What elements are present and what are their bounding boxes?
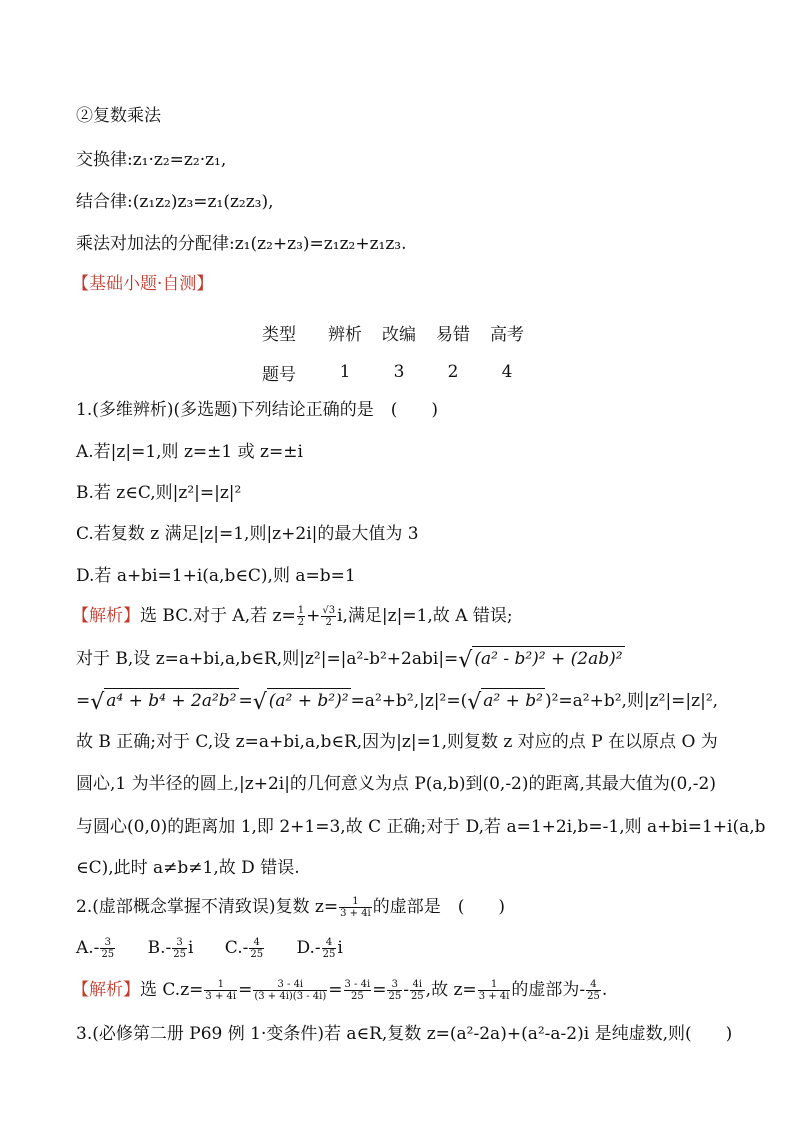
type-cell: 高考	[490, 324, 524, 345]
type-cell: 易错	[436, 324, 470, 345]
q2-option-a: A.- $\frac{3}{25}$	[76, 937, 115, 960]
fraction: $\frac{1}{2}$	[297, 605, 305, 628]
q1-solution-line-4: 故 B 正确;对于 C,设 z=a+bi,a,b∈R,因为|z|=1,则复数 z 对应的点 P 在以原点 O 为	[76, 732, 718, 752]
fraction: $\frac{√3}{2}$	[322, 605, 336, 628]
q2-option-c: C.- $\frac{4}{25}$	[224, 937, 264, 960]
analysis-tag: 【解析】	[72, 980, 140, 1000]
q1-option-c: C.若复数 z 满足|z|=1,则|z+2i|的最大值为 3	[76, 524, 419, 544]
type-cell: 辨析	[328, 324, 362, 345]
number-row-header: 题号	[262, 364, 296, 385]
q1-stem: 1.(多维辨析)(多选题)下列结论正确的是 ( )	[76, 400, 439, 420]
number-row	[262, 352, 534, 392]
basic-test-heading: 【基础小题·自测】	[72, 274, 214, 294]
number-cell: 4	[501, 362, 513, 382]
q3-stem: 3.(必修第二册 P69 例 1·变条件)若 a∈R,复数 z=(a²-2a)+(a²-a-2)i 是纯虚数,则( )	[76, 1024, 733, 1044]
number-cell: 2	[447, 362, 459, 382]
q1-solution-line-6: 与圆心(0,0)的距离加 1,即 2+1=3,故 C 正确;对于 D,若 a=1+2i,b=-1,则 a+bi=1+i(a,b	[76, 817, 766, 837]
number-cell: 1	[339, 362, 351, 382]
q1-option-a: A.若|z|=1,则 z=±1 或 z=±i	[76, 442, 303, 462]
q2-stem: 2.(虚部概念掌握不清致误)复数 z= $\frac{1}{3 + 4i}$ 的虚部是 ( )	[76, 896, 506, 919]
q1-option-d: D.若 a+bi=1+i(a,b∈C),则 a=b=1	[76, 566, 356, 586]
type-row	[262, 312, 534, 352]
associative-rule: 结合律:(z₁z₂)z₃=z₁(z₂z₃),	[76, 192, 274, 212]
q2-solution: 【解析】选 C.z= $\frac{1}{3 + 4i}$ = $\frac{3 - 4i}{(3 + 4i)(3 - 4i)}$ = $\frac{3 - 4i}{25}$ = $\frac{3}{25}$ - $\frac{4i}{25}$ ,故 z= $\frac{1}{3 + 4i}$ 的虚部为- $\frac{4}{25}$ .	[72, 979, 608, 1002]
section-heading: ②复数乘法	[76, 106, 161, 126]
q2-options	[76, 936, 343, 960]
distributive-rule: 乘法对加法的分配律:z₁(z₂+z₃)=z₁z₂+z₁z₃.	[76, 234, 407, 254]
analysis-tag: 【解析】	[72, 606, 140, 626]
type-table	[262, 312, 534, 392]
q1-solution-line-1: 【解析】选 BC.对于 A,若 z= $\frac{1}{2}$ + $\frac{√3}{2}$ i,满足|z|=1,故 A 错误;	[72, 605, 513, 628]
type-cell: 改编	[382, 324, 416, 345]
commutative-rule: 交换律:z₁·z₂=z₂·z₁,	[76, 150, 227, 170]
fraction: $\frac{1}{3 + 4i}$	[340, 896, 371, 919]
q1-option-b: B.若 z∈C,则|z²|=|z|²	[76, 483, 242, 503]
q2-option-d: D.- $\frac{4}{25}$ i	[296, 937, 343, 960]
number-cell: 3	[393, 362, 405, 382]
q1-solution-line-5: 圆心,1 为半径的圆上,|z+2i|的几何意义为点 P(a,b)到(0,-2)的距离,其最大值为(0,-2)	[76, 774, 716, 794]
type-row-header: 类型	[262, 324, 296, 345]
q2-option-b: B.- $\frac{3}{25}$ i	[147, 937, 194, 960]
q1-solution-line-2: 对于 B,设 z=a+bi,a,b∈R,则|z²|=|a²-b²+2abi|=√ (a² - b²)² + (2ab)²	[76, 648, 623, 673]
q1-solution-line-3: =√ a⁴ + b⁴ + 2a²b² =√ (a² + b²)² =a²+b²,|z|²=(√ a² + b² )²=a²+b²,则|z²|=|z|²,	[76, 690, 719, 715]
q1-solution-line-7: ∈C),此时 a≠b≠1,故 D 错误.	[76, 858, 300, 878]
